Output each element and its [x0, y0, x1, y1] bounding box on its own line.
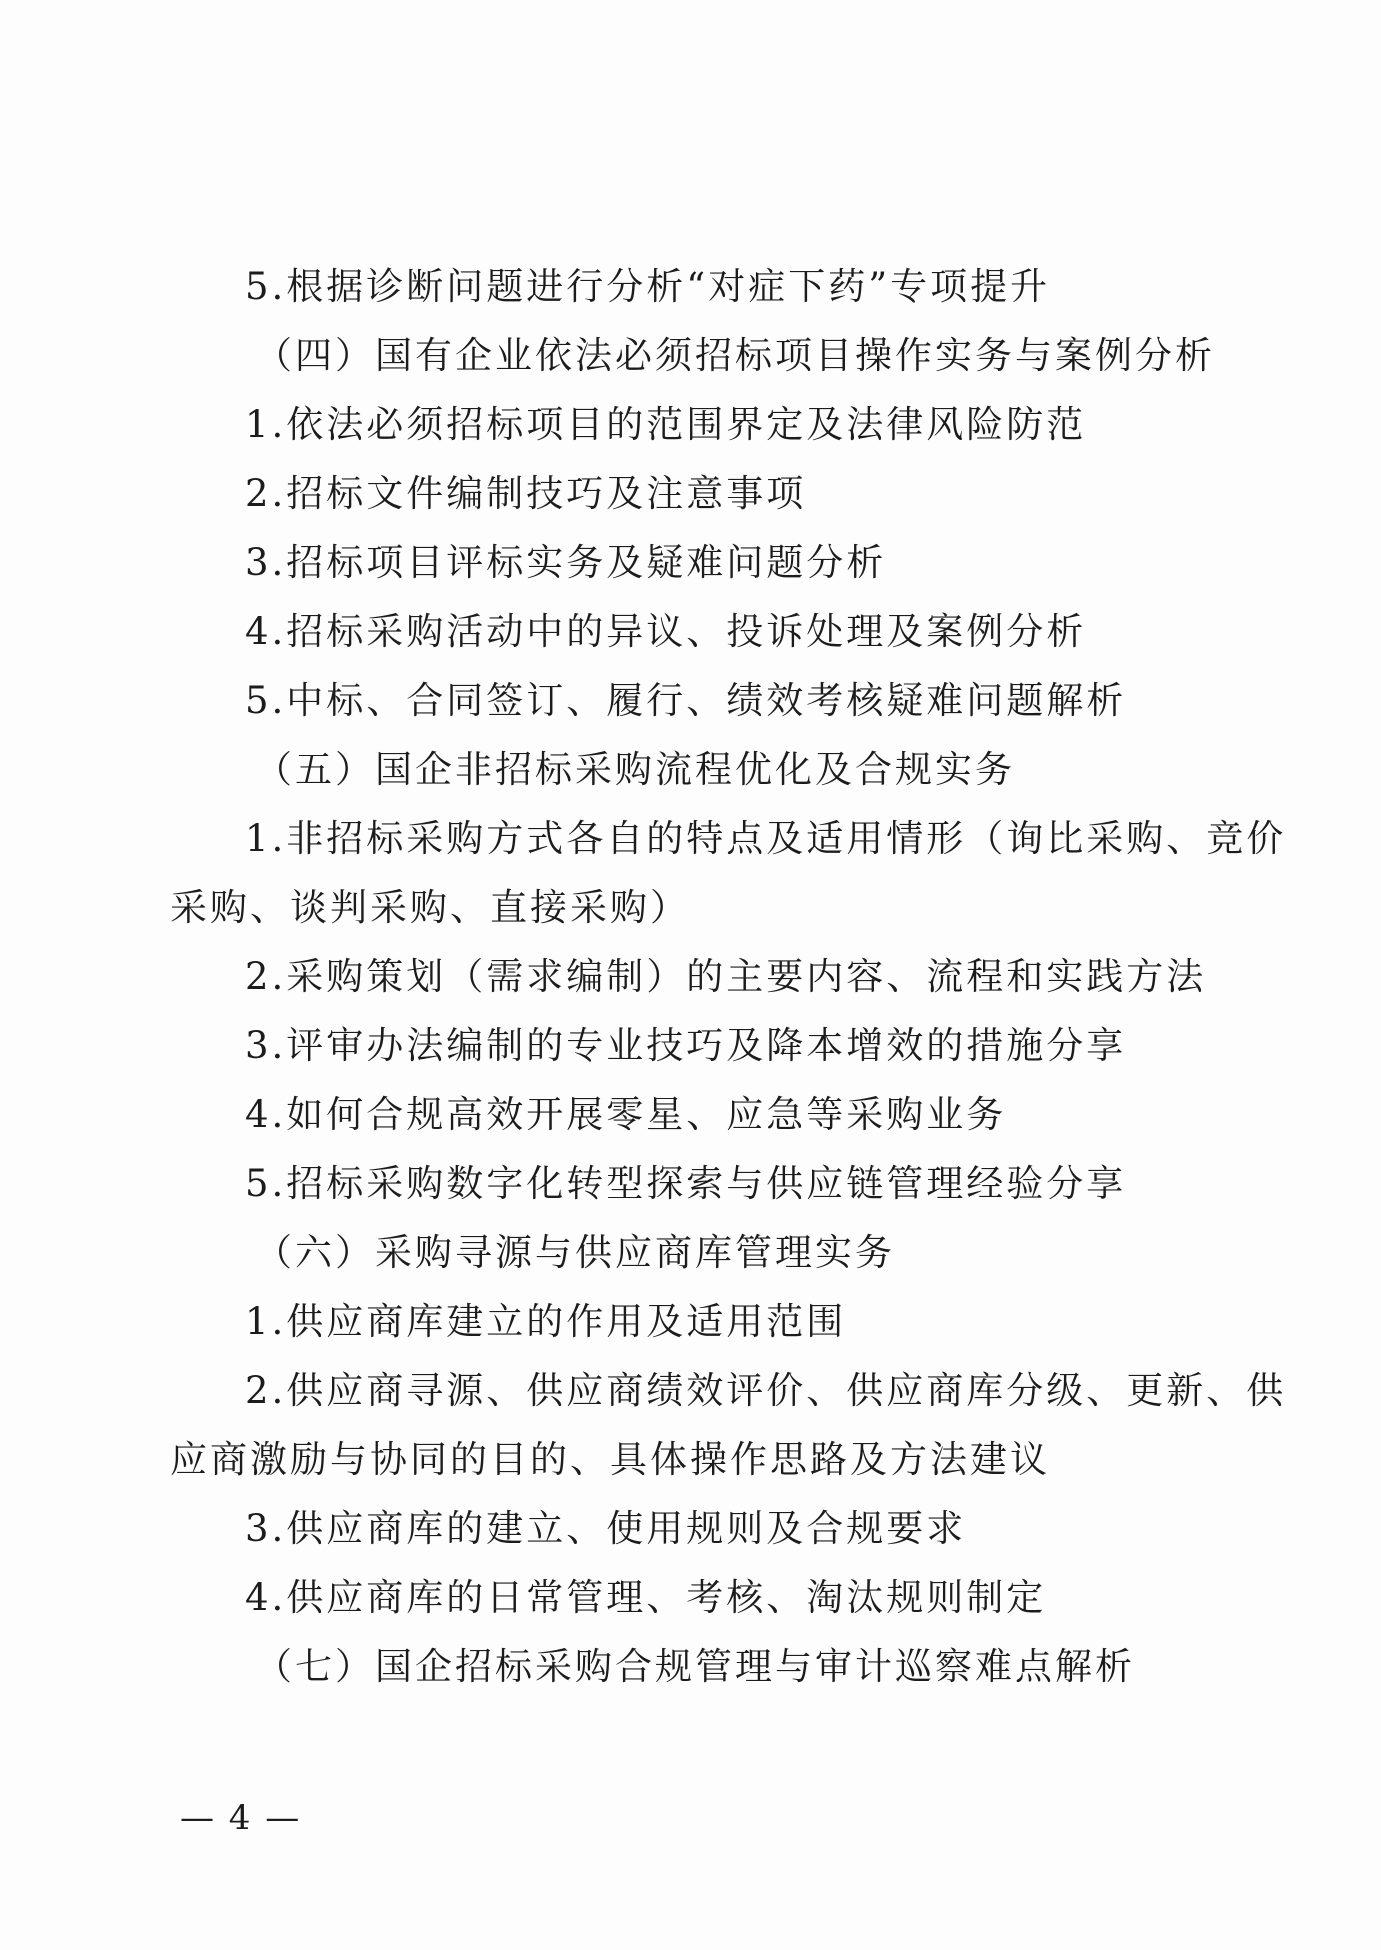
list-item: 1.依法必须招标项目的范围界定及法律风险防范 — [245, 403, 1087, 446]
list-item: 3.评审办法编制的专业技巧及降本增效的措施分享 — [245, 1024, 1127, 1067]
section-heading: （五）国企非招标采购流程优化及合规实务 — [255, 748, 1015, 791]
list-item: 3.招标项目评标实务及疑难问题分析 — [245, 541, 887, 584]
list-item-continuation: 应商激励与协同的目的、具体操作思路及方法建议 — [170, 1438, 1050, 1481]
page-number: — 4 — — [180, 1798, 302, 1838]
section-heading: （七）国企招标采购合规管理与审计巡察难点解析 — [255, 1645, 1135, 1688]
list-item: 1.非招标采购方式各自的特点及适用情形（询比采购、竞价 — [245, 817, 1287, 860]
list-item: 4.招标采购活动中的异议、投诉处理及案例分析 — [245, 610, 1087, 653]
list-item: 2.招标文件编制技巧及注意事项 — [245, 472, 807, 515]
list-item: 5.招标采购数字化转型探索与供应链管理经验分享 — [245, 1162, 1127, 1205]
list-item: 5.中标、合同签订、履行、绩效考核疑难问题解析 — [245, 679, 1127, 722]
list-item: 2.采购策划（需求编制）的主要内容、流程和实践方法 — [245, 955, 1207, 998]
list-item: 4.如何合规高效开展零星、应急等采购业务 — [245, 1093, 1007, 1136]
section-heading: （四）国有企业依法必须招标项目操作实务与案例分析 — [255, 334, 1215, 377]
list-item: 1.供应商库建立的作用及适用范围 — [245, 1300, 847, 1343]
list-item: 5.根据诊断问题进行分析“对症下药”专项提升 — [245, 265, 1051, 308]
list-item: 2.供应商寻源、供应商绩效评价、供应商库分级、更新、供 — [245, 1369, 1287, 1412]
list-item: 4.供应商库的日常管理、考核、淘汰规则制定 — [245, 1576, 1047, 1619]
section-heading: （六）采购寻源与供应商库管理实务 — [255, 1231, 895, 1274]
list-item-continuation: 采购、谈判采购、直接采购） — [170, 886, 690, 929]
list-item: 3.供应商库的建立、使用规则及合规要求 — [245, 1507, 967, 1550]
